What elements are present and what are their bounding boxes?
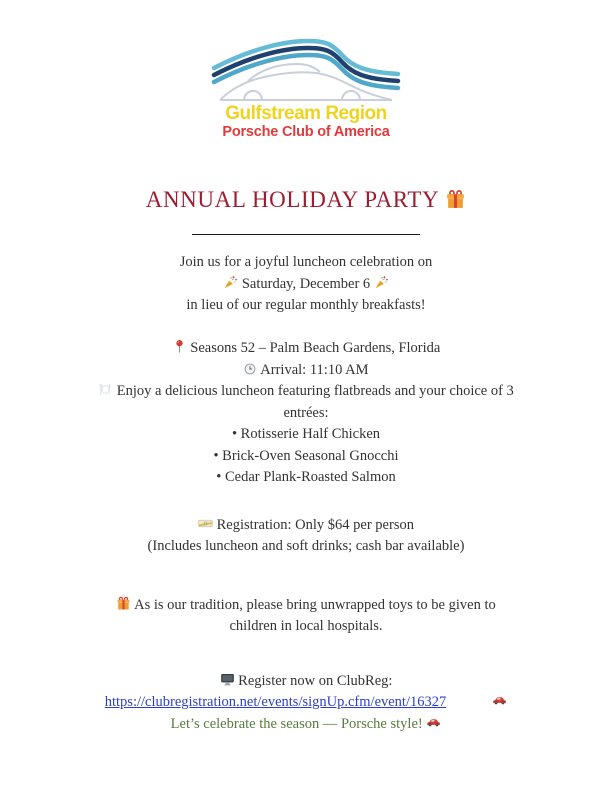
entree-item: • Brick-Oven Seasonal Gnocchi bbox=[213, 447, 399, 464]
register-callout bbox=[0, 671, 612, 693]
page-title bbox=[0, 187, 612, 213]
clock-icon bbox=[243, 362, 257, 376]
register-label: Register now on ClubReg: bbox=[238, 672, 393, 689]
closing-line bbox=[0, 714, 612, 736]
location-pin-icon bbox=[172, 339, 187, 354]
car-icon bbox=[492, 693, 507, 708]
venue-text: Seasons 52 – Palm Beach Gardens, Florida bbox=[190, 340, 441, 356]
intro-line3: in lieu of our regular monthly breakfasts! bbox=[186, 297, 426, 313]
car-icon bbox=[426, 715, 441, 730]
entree-item: • Rotisserie Half Chicken bbox=[231, 426, 381, 442]
intro-paragraph bbox=[0, 252, 612, 317]
menu-intro-line2: entrées: bbox=[283, 404, 329, 421]
logo-region-name: Gulfstream Region bbox=[225, 103, 387, 124]
computer-icon bbox=[220, 672, 235, 687]
closing-text: Let’s celebrate the season — Porsche style! bbox=[170, 715, 423, 732]
money-icon bbox=[198, 516, 213, 531]
tradition-line2: children in local hospitals. bbox=[229, 618, 383, 634]
price-text: Registration: Only $64 per person bbox=[216, 516, 414, 533]
arrival-text: Arrival: 11:10 AM bbox=[260, 361, 369, 378]
includes-text: (Includes luncheon and soft drinks; cash bar available) bbox=[147, 538, 465, 554]
event-details bbox=[0, 338, 612, 489]
club-logo bbox=[196, 34, 416, 141]
menu-intro-line1: Enjoy a delicious luncheon featuring flatbreads and your choice of 3 bbox=[116, 383, 514, 399]
party-popper-icon bbox=[374, 275, 389, 290]
registration-info bbox=[0, 515, 612, 558]
logo-org-name: Porsche Club of America bbox=[222, 124, 390, 140]
party-popper-icon bbox=[223, 275, 238, 290]
page-title-text: ANNUAL HOLIDAY PARTY bbox=[145, 187, 440, 212]
logo-swoosh-car-graphic bbox=[206, 34, 406, 108]
toy-tradition bbox=[0, 595, 612, 638]
gift-icon bbox=[116, 596, 131, 611]
entree-item: • Cedar Plank-Roasted Salmon bbox=[216, 469, 396, 485]
intro-date: Saturday, December 6 bbox=[241, 275, 371, 292]
plate-cutlery-icon bbox=[98, 382, 113, 397]
gift-icon bbox=[445, 189, 466, 210]
tradition-line1: As is our tradition, please bring unwrapped toys to be given to bbox=[134, 596, 496, 613]
registration-link[interactable]: https://clubregistration.net/events/signUp.cfm/event/16327 bbox=[104, 694, 447, 710]
registration-link-line bbox=[0, 692, 612, 714]
intro-line1: Join us for a joyful luncheon celebration on bbox=[179, 254, 433, 270]
title-divider bbox=[192, 234, 420, 235]
